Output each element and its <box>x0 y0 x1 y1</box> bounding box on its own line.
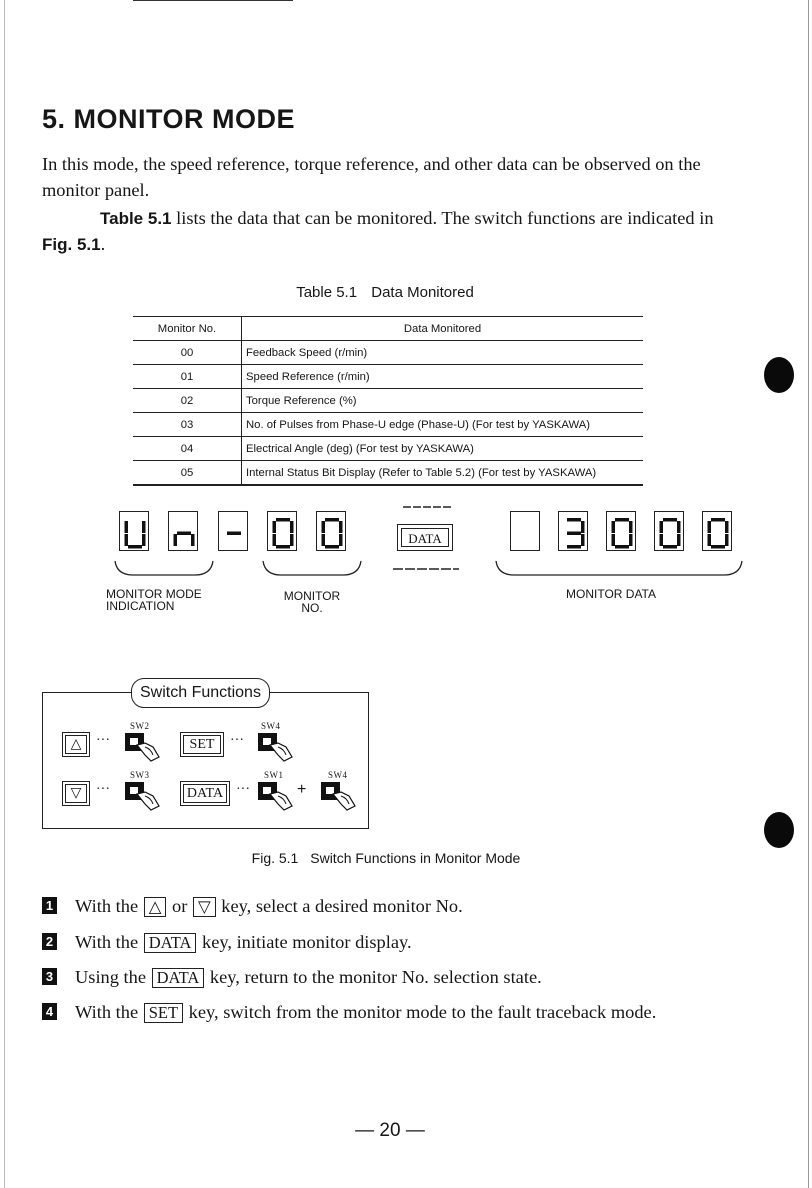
segment-c <box>581 534 585 546</box>
monitor-data-digit <box>606 511 636 551</box>
segment-c <box>339 534 343 546</box>
segment-c <box>677 534 681 546</box>
sw1-label: SW1 <box>264 770 284 780</box>
table-row <box>133 413 643 437</box>
mode-indication-label: MONITOR MODE INDICATION <box>106 587 202 613</box>
segment-f <box>708 521 712 533</box>
monitor-no-cell: 00 <box>133 341 242 365</box>
segment-e <box>125 534 129 546</box>
segment-c <box>191 534 195 546</box>
table-caption-title: Data Monitored <box>371 284 474 301</box>
segment-a <box>663 518 677 522</box>
ellipsis: ··· <box>96 733 110 748</box>
data-key-lines <box>393 505 463 575</box>
data-monitored-table <box>133 316 643 486</box>
segment-b <box>581 521 585 533</box>
step-item: 2 With the DATA key, initiate monitor display. <box>42 929 742 956</box>
press-hand-icon <box>256 778 298 812</box>
segment-d <box>711 545 725 549</box>
segment-f <box>273 521 277 533</box>
data-key-inline: DATA <box>144 933 197 953</box>
segment-a <box>711 518 725 522</box>
segment-b <box>142 521 146 533</box>
seven-segment-digit <box>610 516 634 549</box>
segment-f <box>660 521 664 533</box>
intro-paragraph-2 <box>42 206 742 257</box>
monitor-no-digit <box>316 511 346 551</box>
down-key-inline: ▽ <box>193 897 216 917</box>
set-key[interactable]: SET <box>180 732 224 757</box>
mode-digit <box>218 511 248 551</box>
step-item: 1 With the △ or ▽ key, select a desired monitor No. <box>42 893 742 920</box>
monitor-no-cell: 05 <box>133 461 242 486</box>
sw4-label: SW4 <box>261 721 281 731</box>
step-number: 4 <box>42 1003 57 1020</box>
data-cell: Torque Reference (%) <box>242 389 644 413</box>
segment-g <box>567 532 581 536</box>
table-reference: Table 5.1 <box>100 209 172 228</box>
table-caption <box>0 284 780 301</box>
data-cell: No. of Pulses from Phase-U edge (Phase-U) (For test by YASKAWA) <box>242 413 644 437</box>
segment-d <box>276 545 290 549</box>
down-key[interactable]: ▽ <box>62 781 90 806</box>
segment-g <box>177 532 191 536</box>
segment-c <box>142 534 146 546</box>
col-header-data: Data Monitored <box>242 317 644 341</box>
segment-b <box>677 521 681 533</box>
segment-e <box>660 534 664 546</box>
seven-segment-digit <box>514 516 538 549</box>
table-caption-number: Table 5.1 <box>296 284 358 301</box>
mode-brace <box>113 559 215 579</box>
segment-d <box>128 545 142 549</box>
page-number: — 20 — <box>355 1120 425 1141</box>
monitor-no-cell: 04 <box>133 437 242 461</box>
step-item: 3 Using the DATA key, return to the monitor No. selection state. <box>42 964 742 991</box>
seven-segment-digit <box>172 516 196 549</box>
monitor-data-digit <box>558 511 588 551</box>
table-row <box>133 365 643 389</box>
table-header-row <box>133 317 643 341</box>
sw2-label: SW2 <box>130 721 150 731</box>
monitor-no-brace <box>261 559 363 579</box>
step-number: 2 <box>42 933 57 950</box>
binder-hole-mark <box>764 812 794 848</box>
up-key-inline: △ <box>144 897 167 917</box>
seven-segment-digit <box>706 516 730 549</box>
intro-end: . <box>100 233 106 254</box>
monitor-data-digit <box>654 511 684 551</box>
segment-e <box>612 534 616 546</box>
segment-a <box>325 518 339 522</box>
monitor-no-label: MONITOR NO. <box>283 589 341 615</box>
table-row <box>133 389 643 413</box>
section-title: 5. MONITOR MODE <box>42 104 296 134</box>
segment-g <box>227 532 241 536</box>
segment-b <box>629 521 633 533</box>
col-header-monitor-no: Monitor No. <box>133 317 242 341</box>
table-row <box>133 341 643 365</box>
figure-reference: Fig. 5.1 <box>42 234 101 254</box>
segment-d <box>663 545 677 549</box>
seven-segment-digit <box>658 516 682 549</box>
step-number: 1 <box>42 897 57 914</box>
data-key-indicator: DATA <box>397 524 453 551</box>
segment-e <box>322 534 326 546</box>
segment-c <box>629 534 633 546</box>
mode-digit <box>168 511 198 551</box>
up-key[interactable]: △ <box>62 732 90 757</box>
segment-a <box>615 518 629 522</box>
intro-paragraph: In this mode, the speed reference, torque reference, and other data can be observed on the monitor panel. <box>42 154 701 200</box>
segment-c <box>725 534 729 546</box>
table-row <box>133 437 643 461</box>
press-hand-icon <box>256 729 298 763</box>
seven-segment-digit <box>222 516 246 549</box>
plus-sign: + <box>297 781 307 798</box>
segment-e <box>273 534 277 546</box>
segment-f <box>612 521 616 533</box>
segment-e <box>174 534 178 546</box>
set-key-inline: SET <box>144 1003 183 1023</box>
monitor-data-digit <box>510 511 540 551</box>
mode-digit <box>119 511 149 551</box>
segment-a <box>567 518 581 522</box>
segment-d <box>325 545 339 549</box>
top-rule <box>133 0 293 1</box>
monitor-no-digit <box>267 511 297 551</box>
ellipsis: ··· <box>236 782 250 797</box>
table-row <box>133 461 643 486</box>
intro-text: lists the data that can be monitored. The switch functions are indicated in <box>171 208 714 228</box>
switch-functions-title: Switch Functions <box>131 678 270 708</box>
monitor-no-cell: 02 <box>133 389 242 413</box>
segment-a <box>276 518 290 522</box>
sw3-label: SW3 <box>130 770 150 780</box>
figure-caption-number: Fig. 5.1 <box>251 850 299 866</box>
data-cell: Electrical Angle (deg) (For test by YASKAWA) <box>242 437 644 461</box>
press-hand-icon <box>123 778 165 812</box>
monitor-no-cell: 01 <box>133 365 242 389</box>
data-cell: Feedback Speed (r/min) <box>242 341 644 365</box>
monitor-data-label: MONITOR DATA <box>566 587 656 601</box>
step-number: 3 <box>42 968 57 985</box>
seven-segment-digit <box>271 516 295 549</box>
figure-caption <box>0 850 780 866</box>
ellipsis: ··· <box>96 782 110 797</box>
monitor-no-cell: 03 <box>133 413 242 437</box>
data-key-inline: DATA <box>152 968 205 988</box>
press-hand-icon <box>123 729 165 763</box>
figure-caption-title: Switch Functions in Monitor Mode <box>310 850 521 866</box>
press-hand-icon <box>319 778 361 812</box>
monitor-data-digit <box>702 511 732 551</box>
data-key[interactable]: DATA <box>180 781 230 806</box>
page-edge-left <box>4 0 5 1188</box>
step-item: 4 With the SET key, switch from the monitor mode to the fault traceback mode. <box>42 999 742 1026</box>
segment-f <box>125 521 129 533</box>
page-edge-right <box>808 0 809 1188</box>
binder-hole-mark <box>764 357 794 393</box>
segment-f <box>322 521 326 533</box>
monitor-data-brace <box>494 559 744 579</box>
segment-d <box>567 545 581 549</box>
seven-segment-digit <box>320 516 344 549</box>
sw4-label-bottom: SW4 <box>328 770 348 780</box>
seven-segment-digit <box>562 516 586 549</box>
segment-e <box>708 534 712 546</box>
seven-segment-digit <box>123 516 147 549</box>
segment-d <box>615 545 629 549</box>
data-cell: Speed Reference (r/min) <box>242 365 644 389</box>
ellipsis: ··· <box>230 733 244 748</box>
segment-b <box>339 521 343 533</box>
segment-b <box>290 521 294 533</box>
segment-c <box>290 534 294 546</box>
segment-b <box>725 521 729 533</box>
data-cell: Internal Status Bit Display (Refer to Table 5.2) (For test by YASKAWA) <box>242 461 644 486</box>
